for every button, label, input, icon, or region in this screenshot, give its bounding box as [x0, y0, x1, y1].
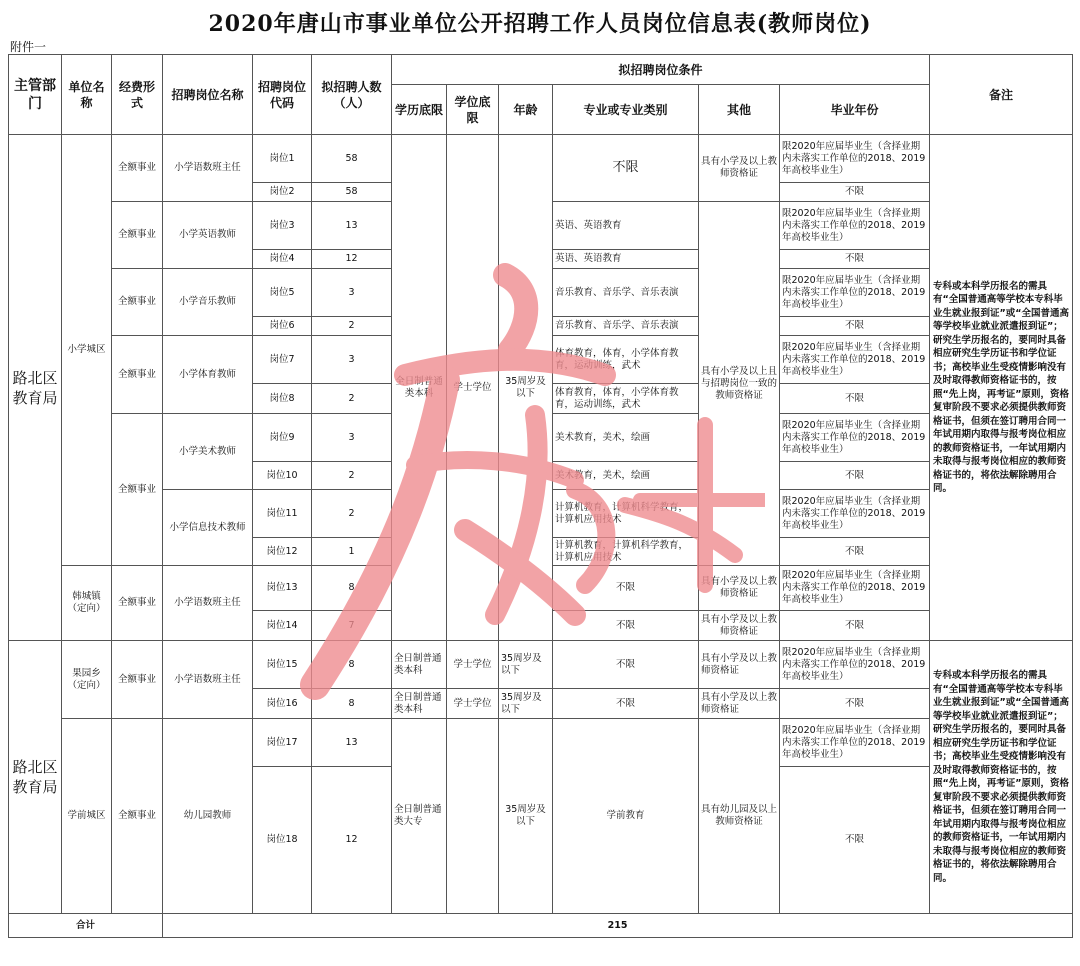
major-cell: 英语、英语教育 [553, 250, 699, 269]
other-cell: 具有小学及以上教师资格证 [699, 689, 780, 719]
post-count-cell: 8 [312, 641, 392, 689]
degree-cell: 学士学位 [447, 641, 499, 689]
post-code-cell: 岗位17 [253, 719, 312, 767]
post-count-cell: 3 [312, 414, 392, 462]
header-major: 专业或专业类别 [553, 85, 699, 135]
post-name-cell: 小学音乐教师 [163, 269, 253, 336]
post-count-cell: 7 [312, 611, 392, 641]
post-code-cell: 岗位16 [253, 689, 312, 719]
post-count-cell: 2 [312, 490, 392, 538]
funding-cell: 全额事业 [112, 135, 163, 202]
total-label: 合计 [9, 914, 163, 938]
post-code-cell: 岗位6 [253, 317, 312, 336]
post-count-cell: 1 [312, 538, 392, 566]
grad-year-cell: 限2020年应届毕业生（含择业期内未落实工作单位的2018、2019年高校毕业生） [780, 135, 930, 183]
post-count-cell: 8 [312, 566, 392, 611]
post-count-cell: 8 [312, 689, 392, 719]
major-cell: 体育教育，体育，小学体育教育，运动训练，武术 [553, 384, 699, 414]
unit-cell: 韩城镇（定向） [62, 566, 112, 641]
page-title: 2020年唐山市事业单位公开招聘工作人员岗位信息表(教师岗位) [208, 11, 872, 37]
grad-year-cell: 限2020年应届毕业生（含择业期内未落实工作单位的2018、2019年高校毕业生） [780, 641, 930, 689]
post-code-cell: 岗位10 [253, 462, 312, 490]
unit-cell: 果园乡（定向） [62, 641, 112, 719]
post-code-cell: 岗位18 [253, 767, 312, 914]
post-code-cell: 岗位15 [253, 641, 312, 689]
post-code-cell: 岗位11 [253, 490, 312, 538]
post-name-cell: 小学体育教师 [163, 336, 253, 414]
post-code-cell: 岗位3 [253, 202, 312, 250]
funding-cell: 全额事业 [112, 414, 163, 566]
notes-cell: 专科或本科学历报名的需具有“全国普通高等学校本专科毕业生就业报到证”或“全国普通高等学校毕业就业派遣报到证”；研究生学历报名的，要同时具备相应研究生学历证书和学位证书；高校毕业生受疫情影响没有及时取得教师资格证书的，按照“先上岗，再考证”原则，资格复审阶段不要求必须提供教师资格证书，但须在签订聘用合同一年试用期内取得与报考岗位相应的教师资格证书，一年试用期内未取得与报考岗位相应的教师资格证书的，将依法解除聘用合同。 [930, 641, 1073, 914]
post-code-cell: 岗位2 [253, 183, 312, 202]
header-post-code: 招聘岗位代码 [253, 55, 312, 135]
header-grad-year: 毕业年份 [780, 85, 930, 135]
post-name-cell: 小学英语教师 [163, 202, 253, 269]
funding-cell: 全额事业 [112, 202, 163, 269]
post-code-cell: 岗位14 [253, 611, 312, 641]
header-post-name: 招聘岗位名称 [163, 55, 253, 135]
post-code-cell: 岗位4 [253, 250, 312, 269]
other-cell: 具有小学及以上教师资格证 [699, 135, 780, 202]
education-cell: 全日制普通类大专 [392, 719, 447, 914]
header-degree: 学位底限 [447, 85, 499, 135]
unit-cell: 学前城区 [62, 719, 112, 914]
age-cell: 35周岁及以下 [499, 719, 553, 914]
header-unit: 单位名称 [62, 55, 112, 135]
post-name-cell: 小学美术教师 [163, 414, 253, 490]
table-row [9, 135, 1073, 183]
major-cell: 音乐教育、音乐学、音乐表演 [553, 317, 699, 336]
header-count: 拟招聘人数（人） [312, 55, 392, 135]
grad-year-cell: 限2020年应届毕业生（含择业期内未落实工作单位的2018、2019年高校毕业生） [780, 566, 930, 611]
notes-cell: 专科或本科学历报名的需具有“全国普通高等学校本专科毕业生就业报到证”或“全国普通高等学校毕业就业派遣报到证”；研究生学历报名的，要同时具备相应研究生学历证书和学位证书；高校毕业生受疫情影响没有及时取得教师资格证书的，按照“先上岗，再考证”原则，资格复审阶段不要求必须提供教师资格证书，但须在签订聘用合同一年试用期内取得与报考岗位相应的教师资格证书，一年试用期内未取得与报考岗位相应的教师资格证书的，将依法解除聘用合同。 [930, 135, 1073, 641]
funding-cell: 全额事业 [112, 566, 163, 641]
total-value: 215 [163, 914, 1073, 938]
post-count-cell: 3 [312, 336, 392, 384]
table-row [9, 719, 1073, 767]
post-code-cell: 岗位13 [253, 566, 312, 611]
education-cell: 全日制普通类本科 [392, 135, 447, 641]
post-count-cell: 12 [312, 250, 392, 269]
degree-cell: 学士学位 [447, 135, 499, 641]
major-cell: 不限 [553, 689, 699, 719]
post-name-cell: 小学语数班主任 [163, 641, 253, 719]
other-cell: 具有幼儿园及以上教师资格证 [699, 719, 780, 914]
grad-year-cell: 限2020年应届毕业生（含择业期内未落实工作单位的2018、2019年高校毕业生） [780, 414, 930, 462]
major-cell: 计算机教育，计算机科学教育，计算机应用技术 [553, 490, 699, 538]
post-count-cell: 2 [312, 384, 392, 414]
major-cell: 美术教育，美术，绘画 [553, 462, 699, 490]
major-cell: 不限 [553, 641, 699, 689]
other-cell: 具有小学及以上教师资格证 [699, 566, 780, 611]
grad-year-cell: 不限 [780, 689, 930, 719]
funding-cell: 全额事业 [112, 641, 163, 719]
grad-year-cell: 不限 [780, 767, 930, 914]
degree-cell: 学士学位 [447, 689, 499, 719]
grad-year-cell: 不限 [780, 611, 930, 641]
major-cell: 不限 [553, 135, 699, 202]
header-dept: 主管部门 [9, 55, 62, 135]
degree-cell [447, 719, 499, 914]
post-code-cell: 岗位1 [253, 135, 312, 183]
post-count-cell: 58 [312, 135, 392, 183]
post-code-cell: 岗位9 [253, 414, 312, 462]
post-count-cell: 13 [312, 202, 392, 250]
post-name-cell: 幼儿园教师 [163, 719, 253, 914]
unit-cell: 小学城区 [62, 135, 112, 566]
post-count-cell: 3 [312, 269, 392, 317]
education-cell: 全日制普通类本科 [392, 641, 447, 689]
post-code-cell: 岗位12 [253, 538, 312, 566]
post-code-cell: 岗位7 [253, 336, 312, 384]
total-row [9, 914, 1073, 938]
age-cell: 35周岁及以下 [499, 135, 553, 641]
major-cell: 学前教育 [553, 719, 699, 914]
post-code-cell: 岗位5 [253, 269, 312, 317]
other-cell: 具有小学及以上且与招聘岗位一致的教师资格证 [699, 202, 780, 566]
header-education: 学历底限 [392, 85, 447, 135]
other-cell: 具有小学及以上教师资格证 [699, 611, 780, 641]
grad-year-cell: 限2020年应届毕业生（含择业期内未落实工作单位的2018、2019年高校毕业生） [780, 336, 930, 384]
grad-year-cell: 不限 [780, 462, 930, 490]
major-cell: 不限 [553, 611, 699, 641]
grad-year-cell: 不限 [780, 183, 930, 202]
grad-year-cell: 限2020年应届毕业生（含择业期内未落实工作单位的2018、2019年高校毕业生） [780, 719, 930, 767]
grad-year-cell: 不限 [780, 250, 930, 269]
grad-year-cell: 限2020年应届毕业生（含择业期内未落实工作单位的2018、2019年高校毕业生） [780, 269, 930, 317]
table-row [9, 641, 1073, 689]
age-cell: 35周岁及以下 [499, 641, 553, 689]
dept-cell: 路北区教育局 [9, 135, 62, 641]
age-cell: 35周岁及以下 [499, 689, 553, 719]
header-other: 其他 [699, 85, 780, 135]
post-name-cell: 小学语数班主任 [163, 135, 253, 202]
post-count-cell: 58 [312, 183, 392, 202]
dept-cell: 路北区教育局 [9, 641, 62, 914]
post-name-cell: 小学信息技术教师 [163, 490, 253, 566]
header-age: 年龄 [499, 85, 553, 135]
grad-year-cell: 不限 [780, 317, 930, 336]
post-count-cell: 2 [312, 462, 392, 490]
major-cell: 音乐教育、音乐学、音乐表演 [553, 269, 699, 317]
grad-year-cell: 不限 [780, 538, 930, 566]
grad-year-cell: 限2020年应届毕业生（含择业期内未落实工作单位的2018、2019年高校毕业生） [780, 490, 930, 538]
recruitment-table [8, 54, 1073, 938]
grad-year-cell: 不限 [780, 384, 930, 414]
post-count-cell: 13 [312, 719, 392, 767]
other-cell: 具有小学及以上教师资格证 [699, 641, 780, 689]
header-funding: 经费形式 [112, 55, 163, 135]
header-notes: 备注 [930, 55, 1073, 135]
major-cell: 体育教育，体育，小学体育教育，运动训练，武术 [553, 336, 699, 384]
funding-cell: 全额事业 [112, 719, 163, 914]
education-cell: 全日制普通类本科 [392, 689, 447, 719]
post-code-cell: 岗位8 [253, 384, 312, 414]
attachment-label: 附件一 [10, 40, 47, 54]
header-conditions: 拟招聘岗位条件 [392, 55, 930, 85]
major-cell: 美术教育，美术，绘画 [553, 414, 699, 462]
major-cell: 计算机教育，计算机科学教育，计算机应用技术 [553, 538, 699, 566]
major-cell: 英语、英语教育 [553, 202, 699, 250]
funding-cell: 全额事业 [112, 336, 163, 414]
major-cell: 不限 [553, 566, 699, 611]
grad-year-cell: 限2020年应届毕业生（含择业期内未落实工作单位的2018、2019年高校毕业生） [780, 202, 930, 250]
post-name-cell: 小学语数班主任 [163, 566, 253, 641]
funding-cell: 全额事业 [112, 269, 163, 336]
post-count-cell: 12 [312, 767, 392, 914]
post-count-cell: 2 [312, 317, 392, 336]
